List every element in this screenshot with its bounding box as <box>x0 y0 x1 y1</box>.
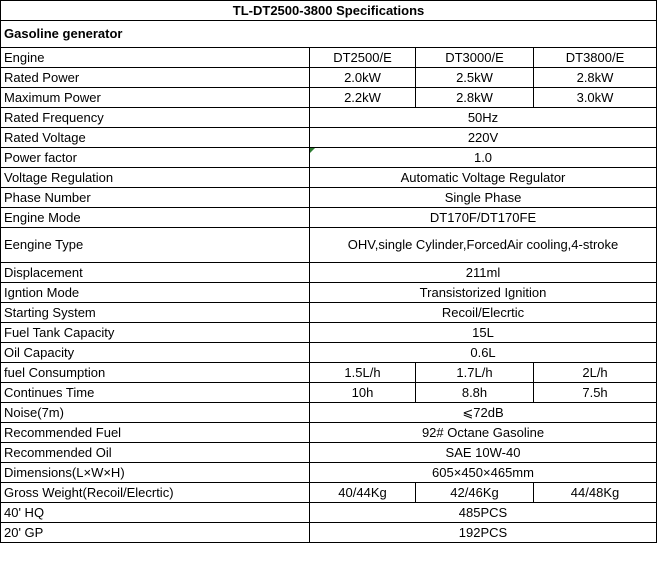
row-label: Engine Mode <box>1 208 310 228</box>
row-value: OHV,single Cylinder,ForcedAir cooling,4-stroke <box>310 228 657 263</box>
spec-row-dimensions <box>1 463 657 483</box>
spec-row-engine <box>1 48 657 68</box>
spec-row-recommended-oil <box>1 443 657 463</box>
row-value: Single Phase <box>310 188 657 208</box>
cell-comment-marker <box>310 148 315 153</box>
row-label: Recommended Fuel <box>1 423 310 443</box>
spec-row-ignition-mode <box>1 283 657 303</box>
spec-row-recommended-fuel <box>1 423 657 443</box>
spec-row-engine-type <box>1 228 657 263</box>
row-label: Voltage Regulation <box>1 168 310 188</box>
row-label: Engine <box>1 48 310 68</box>
row-label: Eengine Type <box>1 228 310 263</box>
row-label: Gross Weight(Recoil/Elecrtic) <box>1 483 310 503</box>
row-value <box>310 148 657 168</box>
spec-row-noise <box>1 403 657 423</box>
spec-row-rated-voltage <box>1 128 657 148</box>
row-value: ⩽72dB <box>310 403 657 423</box>
row-value: 220V <box>310 128 657 148</box>
row-value-dt2500: 2.2kW <box>310 88 416 108</box>
row-label: fuel Consumption <box>1 363 310 383</box>
row-value-dt3000: 2.8kW <box>416 88 534 108</box>
row-label: Rated Power <box>1 68 310 88</box>
row-value: 15L <box>310 323 657 343</box>
row-value-dt2500: 10h <box>310 383 416 403</box>
row-value-text: 1.0 <box>473 150 493 165</box>
row-value-dt3000: 1.7L/h <box>416 363 534 383</box>
spec-row-power-factor <box>1 148 657 168</box>
section-heading: Gasoline generator <box>1 21 657 48</box>
row-value-dt3800: 44/48Kg <box>534 483 657 503</box>
row-label: Continues Time <box>1 383 310 403</box>
row-label: 40' HQ <box>1 503 310 523</box>
row-value: 192PCS <box>310 523 657 543</box>
row-value: Automatic Voltage Regulator <box>310 168 657 188</box>
spec-row-fuel-tank-capacity <box>1 323 657 343</box>
row-value-dt3000: 8.8h <box>416 383 534 403</box>
row-label: Phase Number <box>1 188 310 208</box>
row-value-dt3800: 2L/h <box>534 363 657 383</box>
row-value: Transistorized Ignition <box>310 283 657 303</box>
sheet-title: TL-DT2500-3800 Specifications <box>1 1 657 21</box>
row-label: Maximum Power <box>1 88 310 108</box>
row-value-dt3800: 2.8kW <box>534 68 657 88</box>
row-label: 20' GP <box>1 523 310 543</box>
row-value-dt3000: 42/46Kg <box>416 483 534 503</box>
spec-row-engine-mode <box>1 208 657 228</box>
row-value-dt3800: DT3800/E <box>534 48 657 68</box>
row-value-dt2500: 2.0kW <box>310 68 416 88</box>
row-value: 0.6L <box>310 343 657 363</box>
row-value: 211ml <box>310 263 657 283</box>
spec-row-rated-frequency <box>1 108 657 128</box>
row-value-dt2500: 40/44Kg <box>310 483 416 503</box>
row-label: Igntion Mode <box>1 283 310 303</box>
row-value: SAE 10W-40 <box>310 443 657 463</box>
row-value-dt3800: 3.0kW <box>534 88 657 108</box>
row-label: Dimensions(L×W×H) <box>1 463 310 483</box>
spec-row-starting-system <box>1 303 657 323</box>
row-value: 485PCS <box>310 503 657 523</box>
row-value-dt2500: 1.5L/h <box>310 363 416 383</box>
spec-row-voltage-regulation <box>1 168 657 188</box>
row-label: Fuel Tank Capacity <box>1 323 310 343</box>
row-value: 92# Octane Gasoline <box>310 423 657 443</box>
row-value-dt3000: DT3000/E <box>416 48 534 68</box>
row-value: 50Hz <box>310 108 657 128</box>
row-value-dt2500: DT2500/E <box>310 48 416 68</box>
spec-row-phase-number <box>1 188 657 208</box>
spec-row-fuel-consumption <box>1 363 657 383</box>
spec-row-displacement <box>1 263 657 283</box>
spec-row-oil-capacity <box>1 343 657 363</box>
row-label: Recommended Oil <box>1 443 310 463</box>
row-label: Noise(7m) <box>1 403 310 423</box>
row-label: Starting System <box>1 303 310 323</box>
row-value: DT170F/DT170FE <box>310 208 657 228</box>
row-label: Oil Capacity <box>1 343 310 363</box>
row-label: Power factor <box>1 148 310 168</box>
row-value-dt3000: 2.5kW <box>416 68 534 88</box>
spec-row-continues-time <box>1 383 657 403</box>
spec-row-gross-weight <box>1 483 657 503</box>
spec-row-rated-power <box>1 68 657 88</box>
row-value-dt3800: 7.5h <box>534 383 657 403</box>
spec-row-40hq <box>1 503 657 523</box>
row-label: Displacement <box>1 263 310 283</box>
row-value: Recoil/Elecrtic <box>310 303 657 323</box>
spec-row-maximum-power <box>1 88 657 108</box>
row-label: Rated Frequency <box>1 108 310 128</box>
row-value: 605×450×465mm <box>310 463 657 483</box>
row-label: Rated Voltage <box>1 128 310 148</box>
spec-row-20gp <box>1 523 657 543</box>
